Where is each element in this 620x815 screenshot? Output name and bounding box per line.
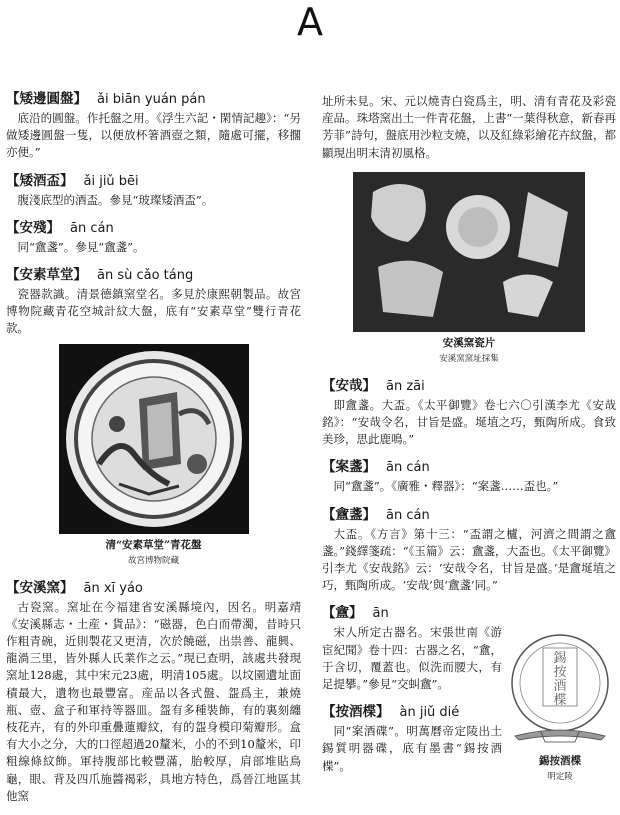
entry-text: 同“盦盞”。參見“盦盞”。 [17, 239, 145, 254]
entry-head: 【安素草堂】 [6, 267, 87, 284]
entry-pinyin: ǎi jiǔ bēi [83, 173, 139, 189]
entry-pinyin: ǎi biān yuán pán [97, 92, 206, 107]
entry-head: 【盦】 [322, 605, 363, 622]
entry-text: 即盦盞。大盃。《太平御覽》卷七六〇引漢李尤《安哉銘》：“安哉令名，甘旨是盛。埏埴之巧，甄陶所成。食致美珍，思此鹿鳴。” [322, 397, 616, 447]
entry-text: 同“盦盞”。《廣雅・釋器》：“案盞……盃也。” [333, 479, 559, 494]
entry [6, 219, 301, 256]
entry-head: 【案盞】 [322, 459, 376, 476]
entry-head: 【安哉】 [322, 377, 376, 394]
entry [322, 703, 502, 775]
entry-pinyin: ān cán [70, 220, 114, 236]
dish-inscription-3: 酒 [553, 679, 567, 694]
entry-head: 【盦盞】 [322, 506, 376, 523]
entry-text: 同“案酒碟”。明萬曆帝定陵出土錫質明器碟，底有墨書“錫按酒楪”。 [322, 724, 502, 773]
entry-pinyin: ān cán [386, 460, 430, 476]
entry-pinyin: ān cán [386, 507, 430, 523]
entry [322, 506, 616, 595]
entry-pinyin: ān sù cǎo táng [97, 268, 194, 284]
entry-head: 【按酒楪】 [322, 704, 390, 721]
dish-inscription-4: 楪 [553, 693, 567, 708]
dish-inscription-2: 按 [553, 665, 567, 680]
entry-pinyin: ān zāi [386, 378, 425, 394]
entry [322, 604, 502, 693]
entry-text: 古瓷窯。窯址在今福建省安溪縣境內，因名。明嘉靖《安溪縣志・土産・貨品》：“磁器，色白而帶濁，昔時只作粗青碗，近則製花又更清，次於饒磁，出祟善、龍興、龍渦三里，皆外縣人氏業作之云。”現已查明，該處共發現窯址128處，其中宋元23處，明清105處。以坟園遺址面積最大，遺物也最豐富。産品以各式盤、盌爲主，兼燒瓶、壺、盒子和軍持等器皿。盌有多種裝飾，有的裏刻纏枝花卉，有的外印重疊蓮瓣紋，有的盌身模印菊瓣形。盒有大小之分，大的口徑超過20釐米，小的不到10釐米，印粗線條紋飾。軍持腹部比較豐滿，胎較厚，肩部堆貼鳥龜，眼、背及四爪施醬褐彩，具地方特色，爲晉江地區其他窯 [6, 599, 301, 803]
entry-pinyin: àn jiǔ dié [399, 705, 460, 721]
entry-head: 【矮酒盃】 [6, 172, 74, 189]
entry-text: 宋人所定古器名。宋張世南《游宦紀聞》卷十四：古器之名，“盦，于含切，覆蓋也。似洗而腰大，有足提攀。”參見“交虯盦”。 [322, 625, 502, 692]
entry-pinyin: ān xī yáo [83, 580, 143, 596]
porcelain-shards-photo [353, 172, 585, 332]
dish-inscription-1: 錫 [553, 651, 567, 666]
entry-text: 底沿的圓盤。作托盤之用。《浮生六記・閑情記趣》：“另做矮邊圓盤一隻，以便放杯箸酒壺之類，隨處可擺，移擱亦便。” [6, 111, 301, 160]
tin-dish-drawing [505, 628, 615, 748]
plate-figure [6, 344, 301, 567]
entry-text: 瓷器款識。清景德鎮窯堂名。多見於康熙朝製品。故宮博物院藏青花空城計紋大盤，底有“安素草堂”雙行青花款。 [6, 287, 301, 336]
entry [6, 579, 301, 805]
entry [6, 172, 301, 209]
tin-dish-figure [505, 628, 615, 789]
figure-caption: 安溪窯瓷片 [442, 336, 496, 349]
entry-text: 大盃。《方言》第十三：“盃謂之櫨，河濟之間謂之盦盞。”錢繹箋疏：“《玉篇》云：盦盞，大盃也。《太平御覽》引李尤《安哉銘》云：‘安哉令名，甘旨是盛。’是盦埏埴之巧，甄陶所成。‘安哉’與‘盦盞’同。” [322, 526, 616, 593]
figure-source: 故宮博物院藏 [127, 555, 179, 566]
figure-source: 安溪窯窯址採集 [439, 353, 499, 364]
entry-head: 【安殘】 [6, 219, 60, 236]
entry [6, 90, 301, 162]
entry-head: 【安溪窯】 [6, 579, 74, 596]
entry-pinyin: ān [372, 606, 389, 622]
blue-white-plate-photo [59, 344, 249, 534]
entry [322, 377, 616, 449]
entry [6, 266, 301, 338]
continued-text: 址所未見。宋、元以燒青白瓷爲主，明、清有青花及彩瓷産品。珠塔窯出土一件青花盤，上書“一葉得秋意，新春再芳菲”詩句，盤底用沙粒支燒，以及紅綠彩繪花卉紋盤，都顯現出明末清初風格。 [322, 94, 616, 160]
figure-caption: 清“安素草堂”青花盤 [105, 538, 202, 551]
left-column [6, 90, 301, 815]
figure-caption: 錫按酒楪 [539, 755, 581, 767]
figure-source: 明定陵 [547, 772, 573, 782]
entry-text: 腹淺底型的酒盃。參見“玻璨矮酒盃”。 [17, 192, 214, 207]
shards-figure [322, 172, 616, 365]
entry-head: 【矮邊圓盤】 [6, 91, 87, 107]
entry [322, 458, 616, 495]
page-letter: A [297, 0, 323, 44]
